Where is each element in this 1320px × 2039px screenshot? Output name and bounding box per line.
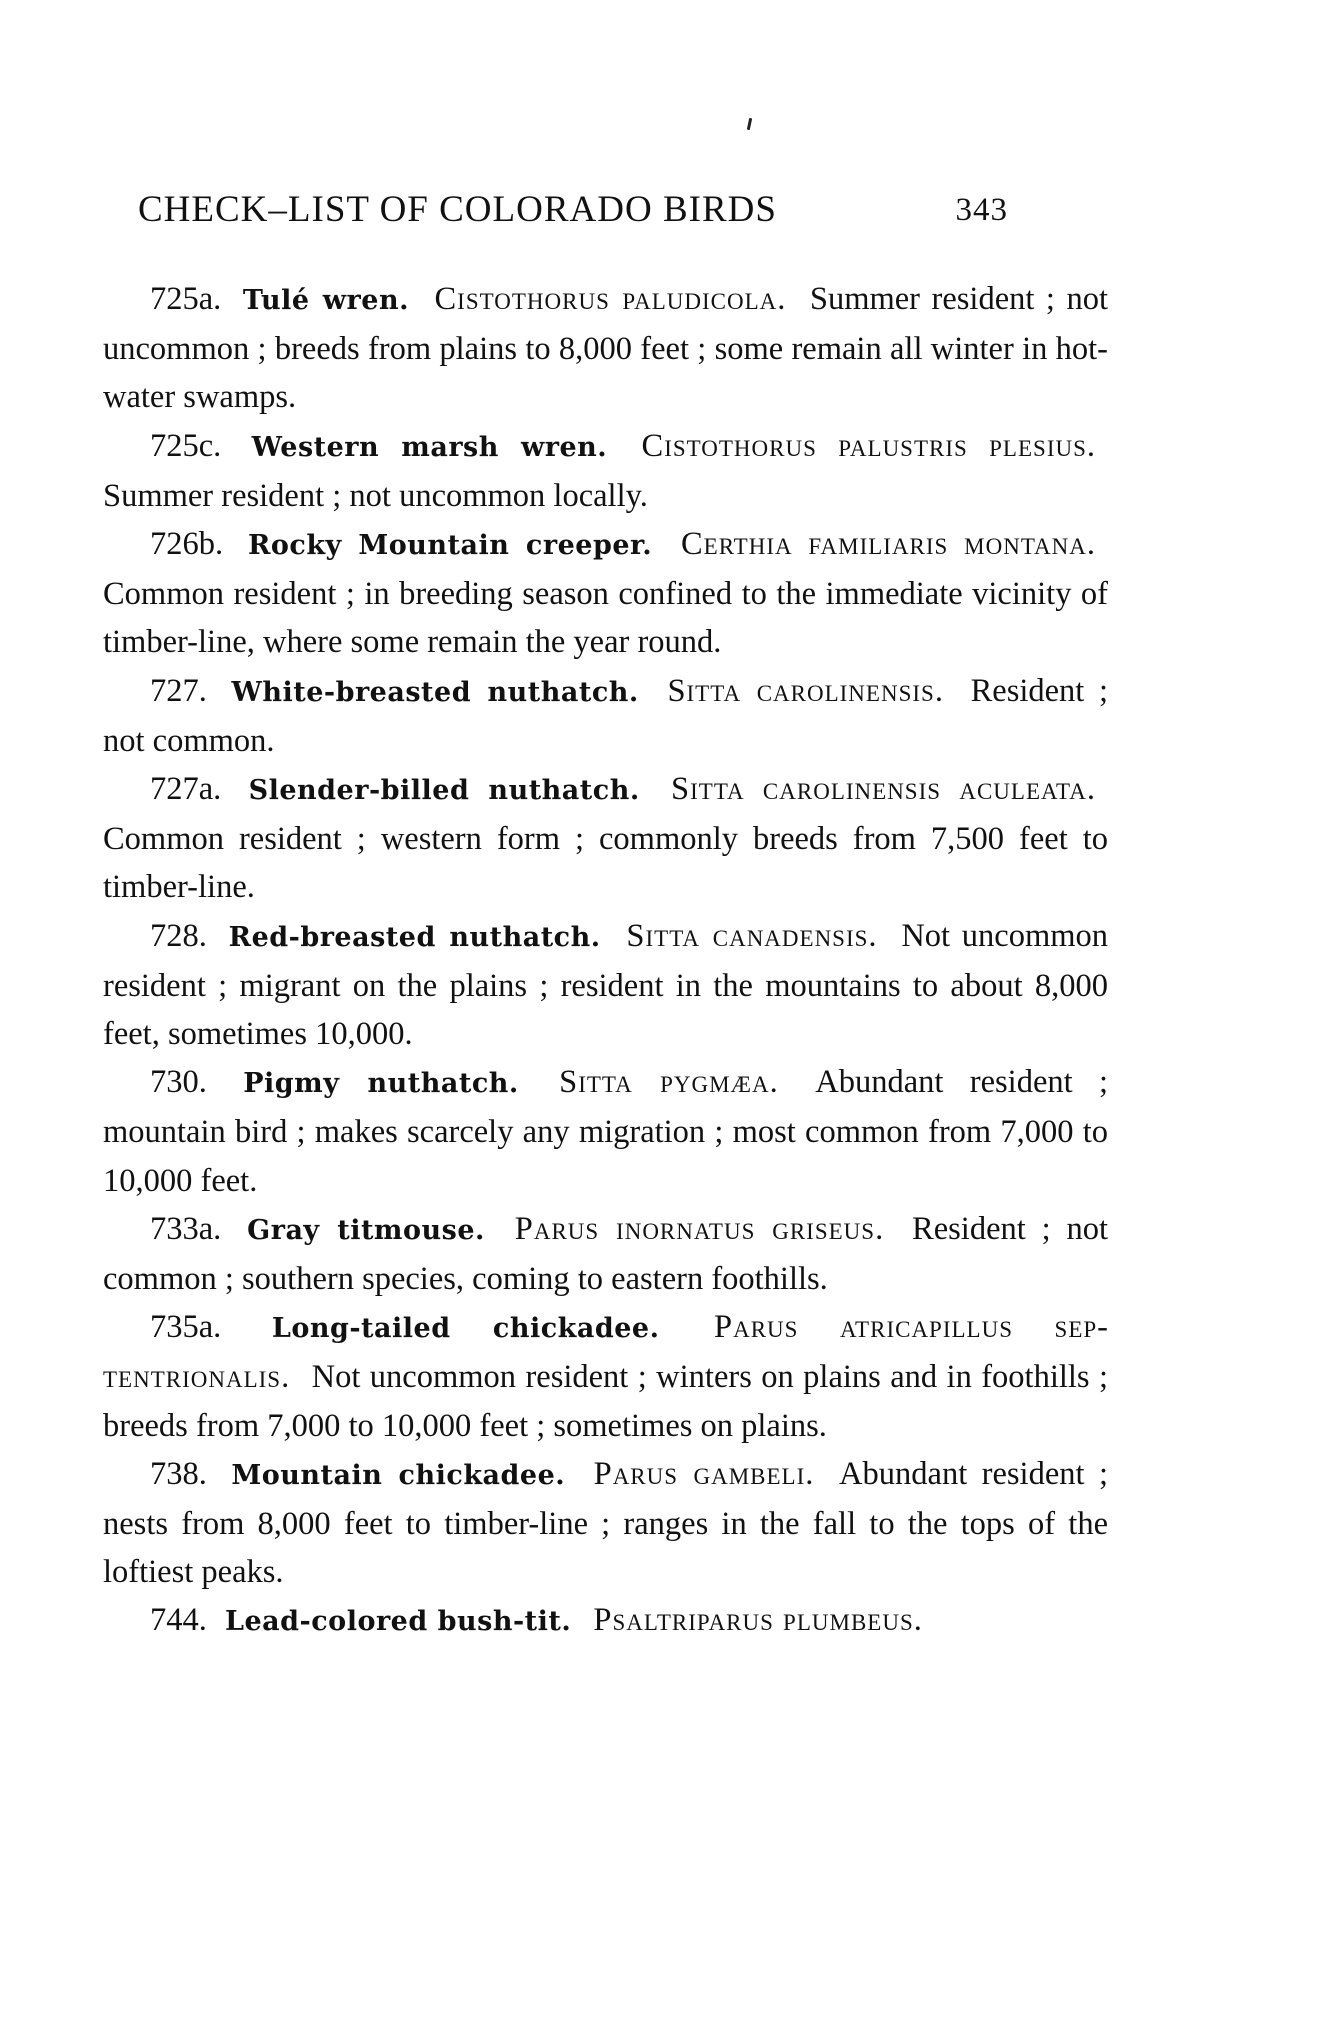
checklist-entry [103, 912, 1108, 1059]
running-head-title: CHECK–LIST OF COLORADO BIRDS [138, 189, 777, 230]
common-name: Gray titmouse. [247, 1214, 485, 1246]
entry-number: 726b. [150, 526, 224, 563]
entry-notes: Summer resident ; not uncommon locally. [103, 477, 648, 514]
common-name: White-breasted nuthatch. [231, 676, 639, 708]
scientific-name: Cistothorus paludicola. [434, 281, 787, 317]
scientific-name: Psaltriparus plumbeus. [593, 1602, 923, 1639]
entry-number: 744. [150, 1602, 207, 1639]
entry-number: 738. [150, 1455, 207, 1492]
entry-notes: Resident ; not common ; southern species, coming to eastern foothills. [103, 1210, 1109, 1298]
checklist-entry [103, 1058, 1108, 1205]
entry-notes: Not uncommon resident ; migrant on the plains ; resident in the mountains to about 8,000 feet, sometimes 10,000. [103, 917, 1109, 1053]
scientific-name: Sitta pygmæa. [559, 1064, 779, 1101]
entry-number: 727a. [150, 771, 222, 808]
checklist-entry [103, 765, 1108, 912]
scientific-name: Sitta canadensis. [626, 917, 878, 954]
scientific-name: Parus inornatus griseus. [514, 1210, 885, 1247]
scientific-name: Parus atricapillus septentrionalis. [103, 1309, 1108, 1396]
entry-number: 728. [150, 917, 207, 954]
entry-notes: Abundant resident ; nests from 8,000 feet to timber-line ; ranges in the fall to the tops of the loftiest peaks. [103, 1455, 1109, 1591]
checklist-entry [103, 520, 1108, 667]
checklist-entry [103, 1205, 1108, 1303]
entry-number: 725c. [150, 427, 222, 464]
common-name: Tulé wren. [242, 285, 409, 316]
checklist-entry [103, 1303, 1108, 1450]
scientific-name: Parus gambeli. [593, 1455, 815, 1492]
entry-notes: Common resident ; in breeding season confined to the immediate vicinity of timber-line, where some remain the year round. [103, 576, 1108, 661]
entry-notes: Not uncommon resident ; winters on plains and in foothills ; breeds from 7,000 to 10,000 feet ; sometimes on plains. [103, 1359, 1109, 1444]
entry-number: 733a. [150, 1210, 222, 1247]
checklist-entry [103, 1450, 1108, 1597]
scientific-name: Certhia familiaris montana. [681, 526, 1097, 563]
entry-notes: Resident ; not common. [103, 672, 1108, 759]
checklist-body [103, 275, 1108, 1647]
running-head [138, 188, 1008, 238]
checklist-entry [103, 422, 1108, 520]
entry-number: 727. [150, 672, 207, 709]
checklist-entry [103, 275, 1108, 422]
scientific-name: Sitta carolinensis aculeata. [671, 771, 1096, 808]
common-name: Mountain chickadee. [231, 1459, 566, 1491]
checklist-entry [103, 1596, 1108, 1646]
scientific-name: Sitta carolinensis. [667, 672, 944, 709]
common-name: Slender-billed nuthatch. [248, 775, 640, 807]
entry-notes: Summer resident ; not uncommon ; breeds from plains to 8,000 feet ; some remain all winter in hot-water swamps. [103, 281, 1108, 416]
common-name: Pigmy nuthatch. [243, 1068, 519, 1100]
common-name: Lead-colored bush-tit. [225, 1606, 572, 1638]
common-name: Western marsh wren. [251, 431, 608, 463]
common-name: Red-breasted nuthatch. [228, 921, 601, 953]
entry-number: 725a. [150, 281, 222, 317]
stray-print-mark [747, 118, 752, 130]
common-name: Rocky Mountain creeper. [247, 530, 653, 562]
page-number: 343 [955, 192, 1008, 228]
checklist-entry [103, 667, 1108, 765]
entry-notes: Common resident ; western form ; commonly breeds from 7,500 feet to timber-line. [103, 821, 1108, 906]
entry-notes: Abundant resident ; mountain bird ; makes scarcely any migration ; most common from 7,000 to 10,000 feet. [103, 1064, 1109, 1199]
scientific-name: Cistothorus palustris plesius. [641, 427, 1097, 464]
entry-number: 730. [150, 1064, 207, 1101]
common-name: Long-tailed chickadee. [271, 1313, 660, 1345]
entry-number: 735a. [150, 1309, 222, 1346]
